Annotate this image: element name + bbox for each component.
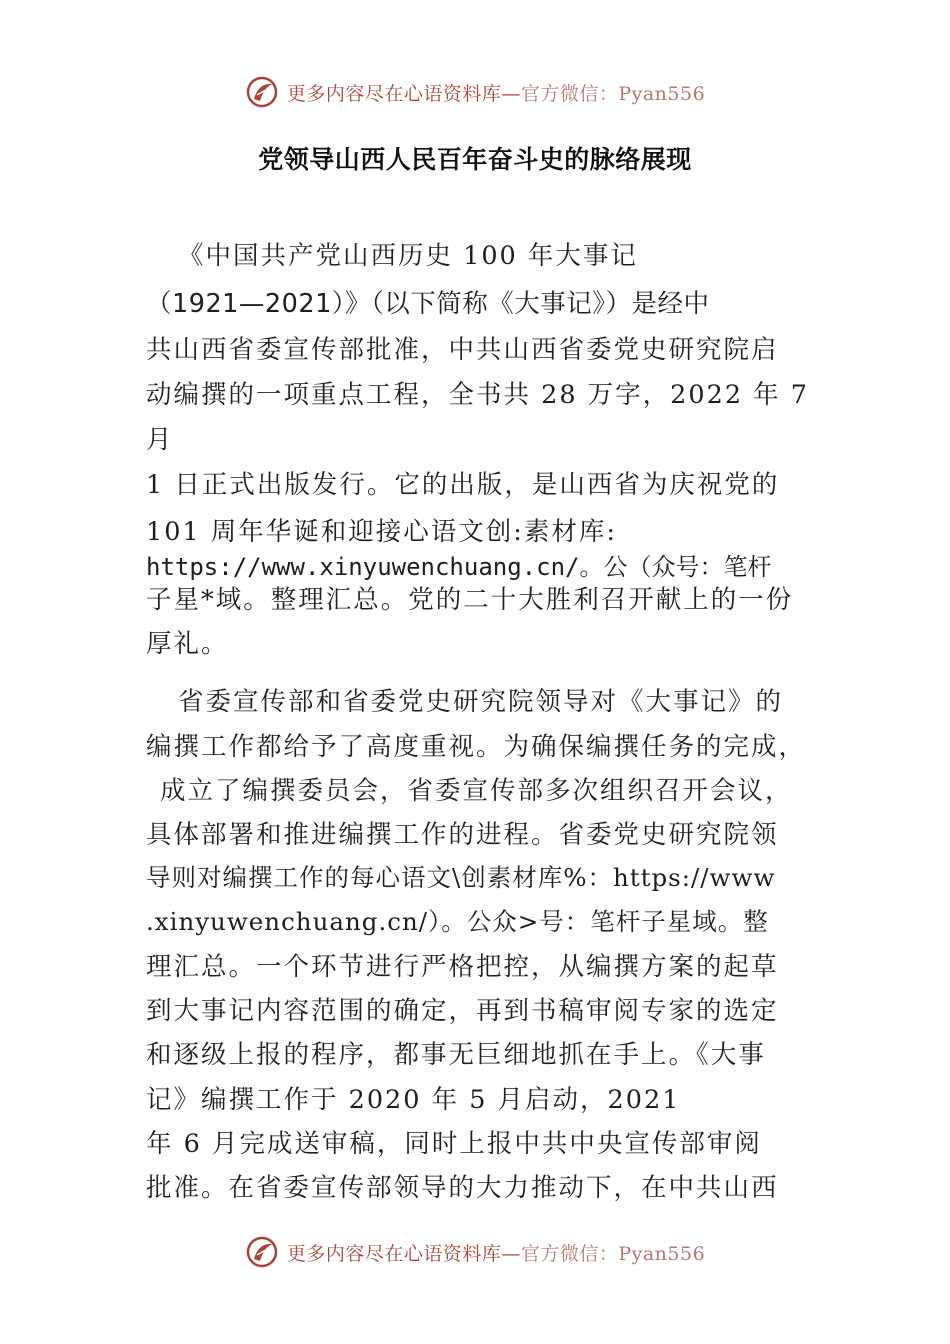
footer-banner: [0, 1230, 950, 1274]
text-line: 到大事记内容范围的确定，再到书稿审阅专家的选定: [146, 996, 779, 1026]
banner-slogan: 更多内容尽在心语资料库—: [286, 82, 521, 105]
banner-wechat: 官方微信：Pyan556: [520, 1242, 706, 1265]
text-line: 动编撰的一项重点工程，全书共 28 万字，2022 年 7: [146, 380, 809, 410]
text-line: 共山西省委宣传部批准，中共山西省委党史研究院启: [146, 335, 779, 365]
page-title: 党领导山西人民百年奋斗史的脉络展现: [258, 145, 692, 174]
banner-text: [287, 1239, 705, 1266]
text-line: 子星*域。整理汇总。党的二十大胜利召开献上的一份: [146, 585, 794, 615]
text-line: 编撰工作都给予了高度重视。为确保编撰任务的完成，: [146, 732, 807, 762]
header-banner: [0, 70, 950, 114]
text-line: 批准。在省委宣传部领导的大力推动下，在中共山西: [146, 1173, 779, 1203]
logo-icon: [245, 1235, 279, 1269]
text-line: 和逐级上报的程序，都事无巨细地抓在手上。《大事: [146, 1040, 766, 1070]
banner-text: [287, 79, 705, 106]
text-line: （1921—2021）》（以下简称《大事记》）是经中: [146, 289, 710, 319]
text-line: 《中国共产党山西历史 100 年大事记: [178, 241, 638, 271]
text-line: 月: [146, 425, 174, 455]
banner-wechat: 官方微信：Pyan556: [520, 82, 706, 105]
text-line: 记》编撰工作于 2020 年 5 月启动，2021: [146, 1085, 681, 1115]
banner-slogan: 更多内容尽在心语资料库—: [286, 1242, 521, 1265]
logo-icon: [245, 75, 279, 109]
text-line: 理汇总。一个环节进行严格把控，从编撰方案的起草: [146, 952, 779, 982]
text-line: 101 周年华诞和迎接心语文创:素材库:: [146, 517, 617, 547]
text-line: 成立了编撰委员会，省委宣传部多次组织召开会议，: [160, 776, 793, 806]
text-line: 年 6 月完成送审稿，同时上报中共中央宣传部审阅: [146, 1129, 762, 1159]
text-line: https://www.xinyuwenchuang.cn/。公（众号：笔杆: [146, 553, 772, 581]
text-line: .xinyuwenchuang.cn/）。公众>号：笔杆子星域。整: [146, 907, 769, 936]
text-line: 导则对编撰工作的每心语文\创素材库%：https://www: [146, 863, 776, 892]
text-line: 省委宣传部和省委党史研究院领导对《大事记》的: [178, 687, 784, 717]
text-line: 具体部署和推进编撰工作的进程。省委党史研究院领: [146, 820, 779, 850]
text-line: 厚礼。: [146, 629, 229, 659]
text-line: 1 日正式出版发行。它的出版，是山西省为庆祝党的: [146, 470, 780, 500]
